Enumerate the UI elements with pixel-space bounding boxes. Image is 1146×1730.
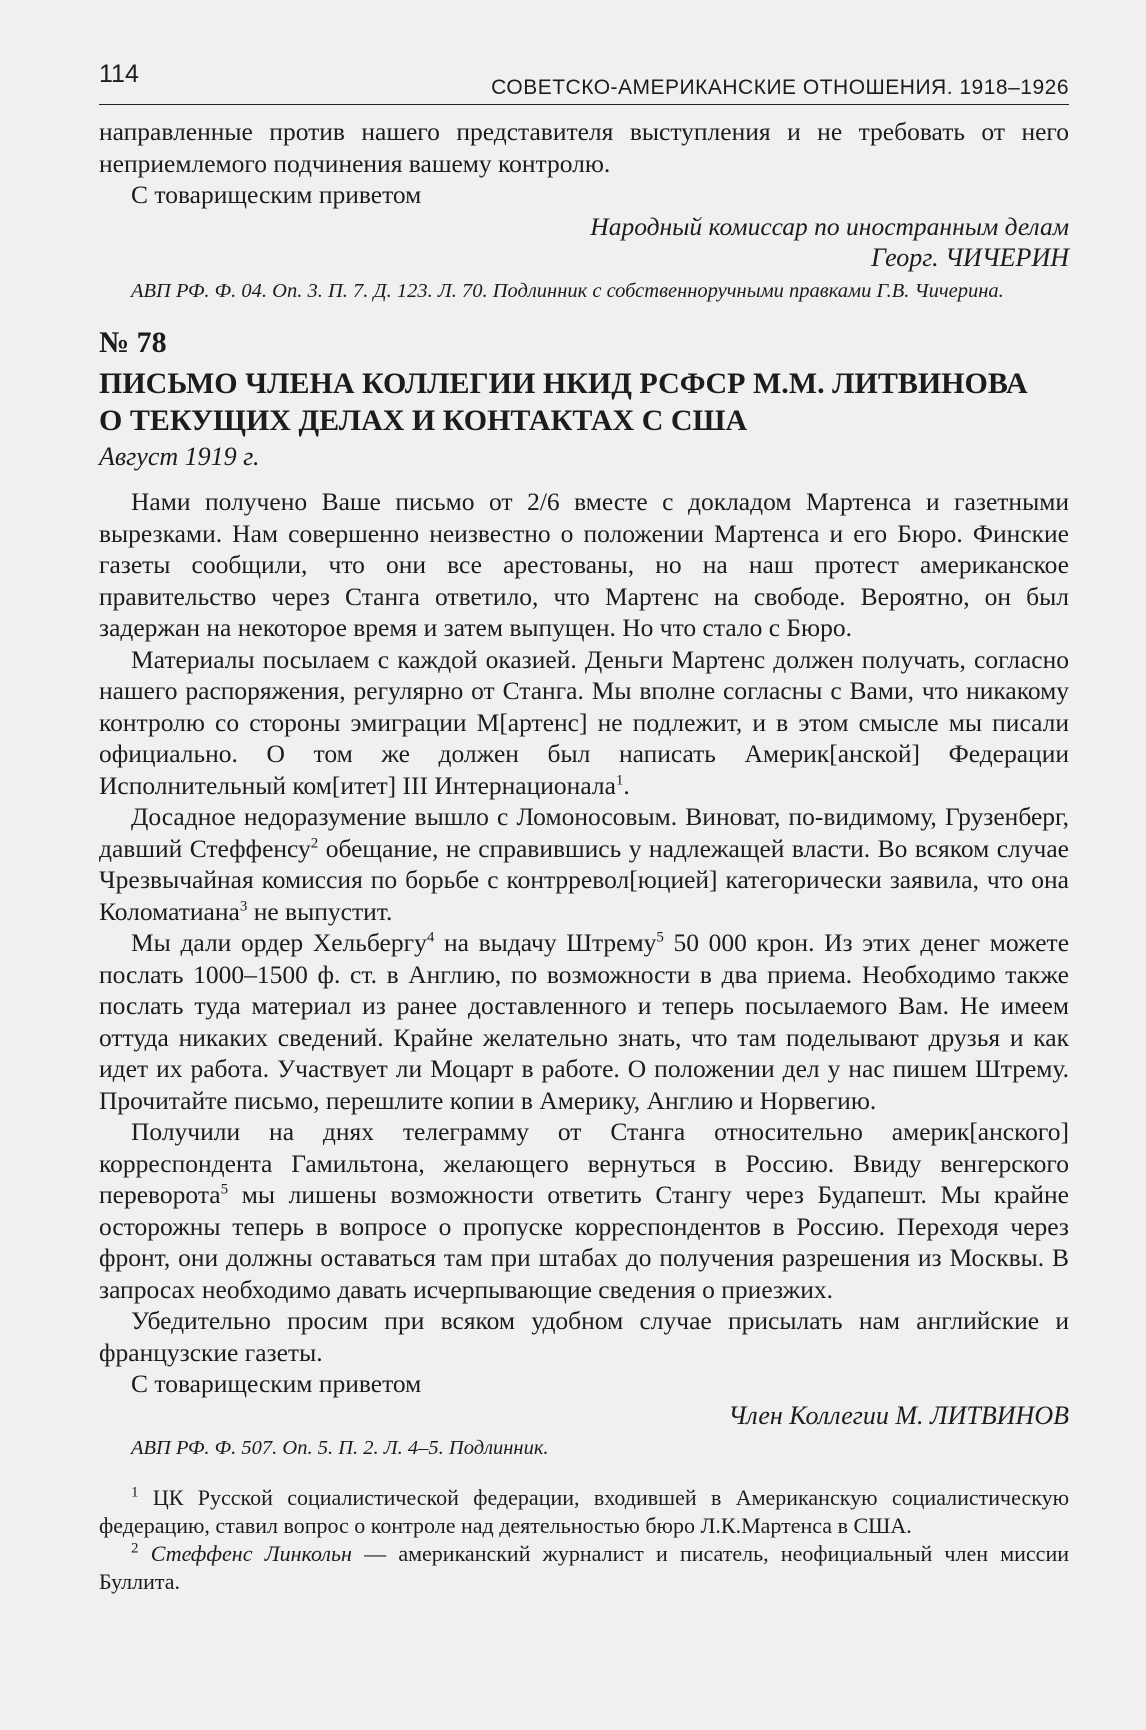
footnote-ref: 3 — [239, 898, 248, 914]
page-number: 114 — [99, 60, 139, 88]
footnote-1 — [99, 1484, 1069, 1540]
document-title-line-2: О ТЕКУЩИХ ДЕЛАХ И КОНТАКТАХ С США — [99, 403, 748, 437]
footnote-2-name: Стеффенс Линкольн — [150, 1541, 352, 1566]
paragraph-2-text: Материалы посылаем с каждой оказией. Деньги Мартенс должен получать, согласно нашего распоряжения, регулярно от Станга. Мы вполне согласны с Вами, что никакому контролю со стороны эмиграции М[артенс] не подлежит, и в этом смысле мы писали официально. О том же должен был написать Америк[анской] Федерации Исполнительный ком[итет] III Интернационала — [99, 644, 1069, 800]
footnote-2-text: — американский журналист и писатель, неофициальный член миссии Буллита. — [99, 1541, 1069, 1594]
footnote-1-text: ЦК Русской социалистической федерации, входившей в Американскую социалистическую федерацию, ставил вопрос о контроле над деятельностью бюро Л.К.Мартенса в США. — [99, 1485, 1070, 1538]
previous-signature-title: Народный комиссар по иностранным делам — [590, 211, 1069, 241]
paragraph-4-text-b: на выдачу Штрему — [434, 928, 657, 957]
paragraph-4-text-a: Мы дали ордер Хельбергу — [131, 928, 427, 957]
paragraph-3-text-b: обещание, не справившись у надлежащей власти. Во всяком случае Чрезвычайная комиссия по борьбе с контрревол[юцией] категорически заявила, что она Коломатиана — [99, 833, 1069, 926]
previous-document-source: АВП РФ. Ф. 04. Оп. 3. П. 7. Д. 123. Л. 70. Подлинник с собственноручными правками Г.В. Чичерина. — [131, 279, 1004, 302]
page-header — [99, 58, 1069, 105]
footnote-ref: 5 — [656, 929, 664, 946]
paragraph-6: Убедительно просим при всяком удобном случае присылать нам английские и французские газеты. — [99, 1306, 1069, 1367]
paragraph-4 — [99, 927, 1069, 1116]
paragraph-3-text-a: Досадное недоразумение вышло с Ломоносовым. Виноват, по-видимому, Грузенберг, давший Стеффенсу — [99, 802, 1069, 863]
previous-signature-name: Георг. ЧИЧЕРИН — [871, 243, 1069, 272]
footnote-mark: 1 — [131, 1484, 139, 1501]
paragraph-1: Нами получено Ваше письмо от 2/6 вместе с докладом Мартенса и газетными вырезками. Нам совершенно неизвестно о положении Мартенса и его Бюро. Финские газеты сообщили, что они все арестованы, но на наш протест американское правительство через Станга ответило, что Мартенс на свободе. Вероятно, он был задержан на некоторое время и затем выпущен. Но что стало с Бюро. — [99, 487, 1069, 642]
footnote-ref: 5 — [220, 1181, 229, 1198]
footnote-2 — [99, 1540, 1069, 1596]
footnote-ref: 4 — [426, 929, 435, 946]
page-body — [99, 116, 1069, 1596]
previous-document-text: направленные против нашего представителя выступления и не требовать от него неприемлемого подчинения вашему контролю. — [99, 117, 1069, 178]
paragraph-2: Материалы посылаем с каждой оказией. Деньги Мартенс должен получать, согласно нашего распоряжения, регулярно от Станга. Мы вполне согласны с Вами, что никакому контролю со стороны эмиграции М[артенс] не подлежит, и в этом смысле мы писали официально. О том же должен был написать Америк[анской] Федерации Исполнительный ком[итет] III Интернационала$^1$. — [99, 644, 1069, 800]
paragraph-3 — [99, 801, 1069, 927]
document-signature: Член Коллегии М. ЛИТВИНОВ — [728, 1400, 1069, 1430]
document-greeting: С товарищеским приветом — [131, 1369, 422, 1398]
paragraph-4-text-c: 50 000 крон. Из этих денег можете послать 1000–1500 ф. ст. в Англию, по возможности в два приема. Необходимо также послать туда материал из ранее доставленного и теперь посылаемого Вам. Не имеем оттуда никаких сведений. Крайне желательно знать, что там поделывают друзья и как идет их работа. Участвует ли Моцарт в работе. О положении дел у нас пишем Штрему. Прочитайте письмо, перешлите копии в Америку, Англию и Норвегию. — [99, 928, 1070, 1115]
footnote-ref: 1 — [615, 772, 624, 788]
paragraph-5 — [99, 1116, 1069, 1305]
footnote-mark: 2 — [131, 1540, 139, 1557]
document-number: № 78 — [99, 325, 167, 359]
document-source: АВП РФ. Ф. 507. Оп. 5. П. 2. Л. 4–5. Подлинник. — [131, 1437, 549, 1459]
document-date: Август 1919 г. — [99, 441, 260, 471]
paragraph-3-text-c: не выпустит. — [247, 896, 393, 926]
previous-document-greeting: С товарищеским приветом — [131, 180, 422, 209]
running-title: СОВЕТСКО-АМЕРИКАНСКИЕ ОТНОШЕНИЯ. 1918–1926 — [491, 76, 1069, 99]
paragraph-5-text-a: Получили на днях телеграмму от Станга относительно америк[анского] корреспондента Гамильтона, желающего вернуться в Россию. Ввиду венгерского переворота — [99, 1117, 1069, 1209]
document-title-line-1: ПИСЬМО ЧЛЕНА КОЛЛЕГИИ НКИД РСФСР М.М. ЛИТВИНОВА — [99, 366, 1028, 400]
footnote-ref: 2 — [310, 835, 319, 851]
paragraph-5-text-b: мы лишены возможности ответить Стангу через Будапешт. Мы крайне осторожны теперь в вопросе о пропуске корреспондентов в Россию. Переходя через фронт, они должны оставаться там при штабах до получения разрешения из Москвы. В запросах необходимо давать исчерпывающие сведения о приезжих. — [99, 1180, 1069, 1304]
